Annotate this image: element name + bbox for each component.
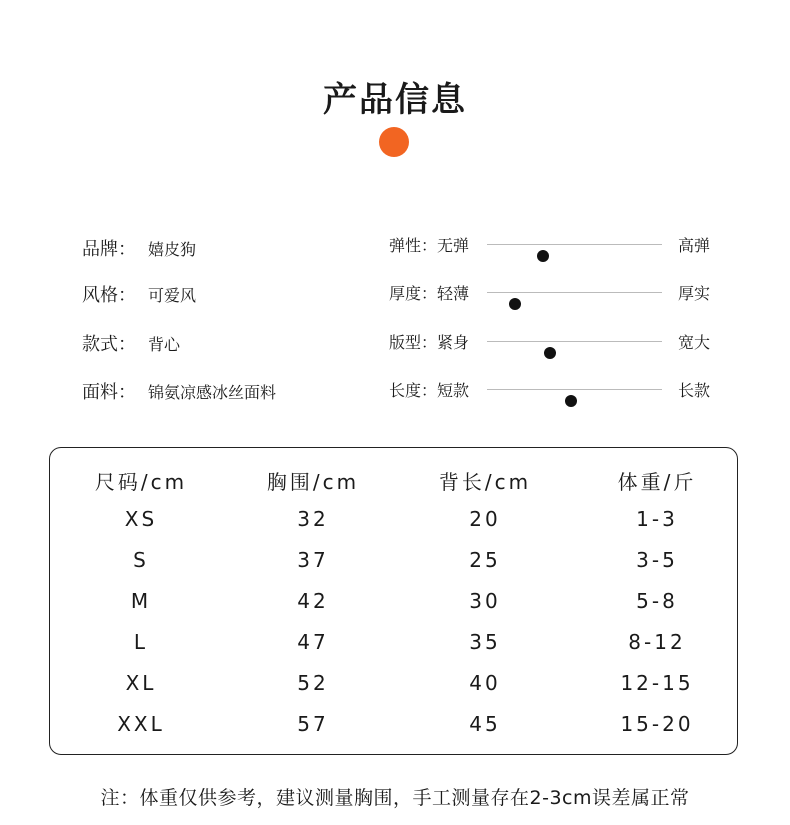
table-cell: 35 bbox=[469, 630, 501, 654]
scale-fit bbox=[389, 330, 719, 354]
scale-knob bbox=[509, 298, 521, 310]
table-cell: XS bbox=[124, 507, 158, 531]
scale-knob bbox=[565, 395, 577, 407]
attribute-key: 风格： bbox=[82, 285, 136, 306]
scale-knob bbox=[537, 250, 549, 262]
table-cell: 40 bbox=[469, 671, 501, 695]
table-header: 背长/cm bbox=[438, 470, 532, 494]
table-cell: L bbox=[133, 630, 149, 654]
table-row bbox=[50, 507, 737, 537]
accent-dot bbox=[379, 127, 409, 157]
attribute-value: 背心 bbox=[148, 335, 181, 354]
attribute-fabric bbox=[82, 378, 276, 404]
scale-label: 弹性： bbox=[389, 236, 438, 255]
scale-label: 厚度： bbox=[389, 284, 438, 303]
scale-thickness bbox=[389, 281, 719, 305]
scale-elasticity bbox=[389, 233, 719, 257]
table-cell: 8-12 bbox=[628, 630, 686, 654]
attribute-value: 嬉皮狗 bbox=[148, 240, 197, 259]
scale-track bbox=[487, 389, 662, 390]
table-row bbox=[50, 589, 737, 619]
table-cell: 1-3 bbox=[636, 507, 678, 531]
scale-length bbox=[389, 378, 719, 402]
table-cell: 47 bbox=[297, 630, 329, 654]
scale-track bbox=[487, 244, 662, 245]
table-cell: M bbox=[130, 589, 152, 613]
table-cell: 37 bbox=[297, 548, 329, 572]
scale-label: 版型： bbox=[389, 333, 438, 352]
table-row bbox=[50, 712, 737, 742]
size-table bbox=[49, 447, 738, 755]
scale-low: 无弹 bbox=[437, 236, 470, 255]
table-cell: 3-5 bbox=[636, 548, 678, 572]
footnote: 注：体重仅供参考，建议测量胸围，手工测量存在2-3cm误差属正常 bbox=[100, 787, 690, 809]
table-cell: S bbox=[133, 548, 149, 572]
table-row bbox=[50, 548, 737, 578]
table-cell: XL bbox=[125, 671, 157, 695]
table-cell: 52 bbox=[297, 671, 329, 695]
page-title: 产品信息 bbox=[323, 80, 467, 120]
table-cell: 5-8 bbox=[636, 589, 678, 613]
table-cell: 42 bbox=[297, 589, 329, 613]
scale-knob bbox=[544, 347, 556, 359]
scale-low: 紧身 bbox=[437, 333, 470, 352]
scale-track bbox=[487, 341, 662, 342]
table-cell: 25 bbox=[469, 548, 501, 572]
scale-label: 长度： bbox=[389, 381, 438, 400]
table-cell: 57 bbox=[297, 712, 329, 736]
attribute-type bbox=[82, 330, 180, 356]
table-header: 胸围/cm bbox=[266, 470, 360, 494]
table-header: 尺码/cm bbox=[94, 470, 188, 494]
table-cell: 45 bbox=[469, 712, 501, 736]
table-row bbox=[50, 630, 737, 660]
table-cell: XXL bbox=[117, 712, 165, 736]
table-row bbox=[50, 671, 737, 701]
attribute-key: 面料： bbox=[82, 382, 136, 403]
attribute-key: 品牌： bbox=[82, 239, 136, 260]
table-cell: 20 bbox=[469, 507, 501, 531]
scale-low: 轻薄 bbox=[437, 284, 470, 303]
attribute-brand bbox=[82, 235, 196, 261]
table-cell: 12-15 bbox=[620, 671, 694, 695]
table-header: 体重/斤 bbox=[617, 470, 697, 494]
scale-high: 高弹 bbox=[678, 236, 711, 255]
attribute-value: 锦氨凉感冰丝面料 bbox=[148, 383, 277, 402]
scale-high: 宽大 bbox=[678, 333, 711, 352]
scale-low: 短款 bbox=[437, 381, 470, 400]
attribute-style bbox=[82, 281, 196, 307]
scale-high: 厚实 bbox=[678, 284, 711, 303]
table-cell: 15-20 bbox=[620, 712, 694, 736]
table-cell: 32 bbox=[297, 507, 329, 531]
attribute-key: 款式： bbox=[82, 334, 136, 355]
attribute-value: 可爱风 bbox=[148, 286, 197, 305]
table-header-row bbox=[50, 466, 737, 496]
table-cell: 30 bbox=[469, 589, 501, 613]
scale-track bbox=[487, 292, 662, 293]
scale-high: 长款 bbox=[678, 381, 711, 400]
